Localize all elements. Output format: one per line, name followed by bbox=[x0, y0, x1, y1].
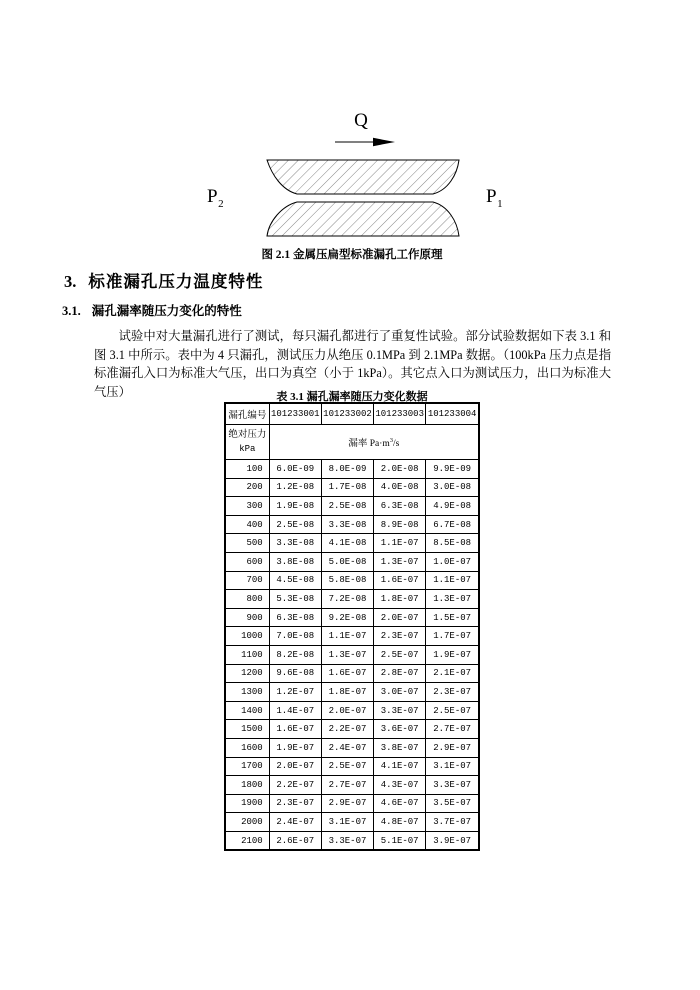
leak-value-cell: 1.9E-08 bbox=[269, 497, 321, 516]
table-row bbox=[225, 645, 479, 664]
table-row bbox=[225, 683, 479, 702]
section-number: 3. bbox=[64, 272, 77, 291]
table-row bbox=[225, 794, 479, 813]
leak-value-cell: 3.0E-07 bbox=[374, 683, 426, 702]
leak-value-cell: 1.6E-07 bbox=[374, 571, 426, 590]
leak-value-cell: 1.6E-07 bbox=[269, 720, 321, 739]
leak-value-cell: 8.9E-08 bbox=[374, 515, 426, 534]
leak-value-cell: 1.1E-07 bbox=[321, 627, 373, 646]
pressure-cell: 1300 bbox=[225, 683, 269, 702]
leak-value-cell: 2.5E-08 bbox=[269, 515, 321, 534]
pressure-cell: 1600 bbox=[225, 738, 269, 757]
serial-header-cell: 101233001 bbox=[269, 403, 321, 425]
leak-value-cell: 1.3E-07 bbox=[426, 590, 479, 609]
subsection-number: 3.1. bbox=[62, 304, 81, 318]
leak-value-cell: 5.1E-07 bbox=[374, 831, 426, 850]
leak-value-cell: 3.7E-07 bbox=[426, 813, 479, 832]
pressure-label-p2-base: P bbox=[207, 186, 219, 207]
table-row bbox=[225, 701, 479, 720]
leak-value-cell: 1.1E-07 bbox=[374, 534, 426, 553]
leak-value-cell: 6.7E-08 bbox=[426, 515, 479, 534]
leak-value-cell: 4.6E-07 bbox=[374, 794, 426, 813]
leak-value-cell: 4.1E-07 bbox=[374, 757, 426, 776]
pressure-label-p1-sub: 1 bbox=[497, 197, 504, 210]
leak-value-cell: 3.3E-08 bbox=[269, 534, 321, 553]
table-caption: 表 3.1 漏孔漏率随压力变化数据 bbox=[276, 391, 428, 403]
subsection-heading bbox=[62, 301, 242, 319]
leak-value-cell: 7.2E-08 bbox=[321, 590, 373, 609]
upper-jaw-shape bbox=[267, 160, 459, 194]
leak-value-cell: 4.8E-07 bbox=[374, 813, 426, 832]
table-row bbox=[225, 571, 479, 590]
table-row bbox=[225, 534, 479, 553]
pressure-cell: 1800 bbox=[225, 776, 269, 795]
body-paragraph: 试验中对大量漏孔进行了测试，每只漏孔都进行了重复性试验。部分试验数据如下表 3.1 和图 3.1 中所示。表中为 4 只漏孔，测试压力从绝压 0.1MPa 到 2.1MPa 数据。（100kPa 压力点是指标准漏孔入口为标准大气压，出口为真空（小于 1kPa）。其它点入口为测试压力，出口为标准大气压） bbox=[94, 329, 611, 399]
leak-value-cell: 3.5E-07 bbox=[426, 794, 479, 813]
leak-value-cell: 8.5E-08 bbox=[426, 534, 479, 553]
pressure-cell: 600 bbox=[225, 552, 269, 571]
pressure-cell: 1700 bbox=[225, 757, 269, 776]
pressure-cell: 2000 bbox=[225, 813, 269, 832]
leak-value-cell: 2.0E-07 bbox=[269, 757, 321, 776]
leak-value-cell: 1.7E-07 bbox=[426, 627, 479, 646]
leak-value-cell: 1.0E-07 bbox=[426, 552, 479, 571]
section-heading bbox=[64, 268, 263, 292]
leak-value-cell: 2.8E-07 bbox=[374, 664, 426, 683]
pressure-unit-header-cell bbox=[225, 425, 269, 460]
leak-value-cell: 3.9E-07 bbox=[426, 831, 479, 850]
table-row bbox=[225, 776, 479, 795]
serial-header-cell: 101233004 bbox=[426, 403, 479, 425]
leak-value-cell: 4.0E-08 bbox=[374, 478, 426, 497]
table-row bbox=[225, 757, 479, 776]
leak-value-cell: 3.3E-07 bbox=[321, 831, 373, 850]
serial-header-cell: 101233003 bbox=[374, 403, 426, 425]
leak-value-cell: 2.4E-07 bbox=[269, 813, 321, 832]
pressure-cell: 400 bbox=[225, 515, 269, 534]
leak-rate-unit-prefix: 漏率 Pa·m bbox=[348, 439, 390, 449]
leak-value-cell: 3.3E-08 bbox=[321, 515, 373, 534]
table-row bbox=[225, 515, 479, 534]
pressure-cell: 2100 bbox=[225, 831, 269, 850]
table-row bbox=[225, 720, 479, 739]
leak-value-cell: 2.0E-07 bbox=[374, 608, 426, 627]
leak-value-cell: 6.3E-08 bbox=[269, 608, 321, 627]
leak-value-cell: 2.4E-07 bbox=[321, 738, 373, 757]
leak-rate-unit-sup: 3 bbox=[389, 436, 393, 444]
leak-value-cell: 2.6E-07 bbox=[269, 831, 321, 850]
pressure-cell: 1900 bbox=[225, 794, 269, 813]
leak-value-cell: 1.1E-07 bbox=[426, 571, 479, 590]
leak-value-cell: 2.3E-07 bbox=[426, 683, 479, 702]
leak-value-cell: 2.2E-07 bbox=[269, 776, 321, 795]
leak-value-cell: 8.0E-09 bbox=[321, 460, 373, 479]
leak-value-cell: 7.0E-08 bbox=[269, 627, 321, 646]
table-row bbox=[225, 627, 479, 646]
leak-value-cell: 2.3E-07 bbox=[374, 627, 426, 646]
leak-value-cell: 1.3E-07 bbox=[374, 552, 426, 571]
leak-value-cell: 2.5E-07 bbox=[426, 701, 479, 720]
pressure-cell: 1200 bbox=[225, 664, 269, 683]
leak-value-cell: 9.6E-08 bbox=[269, 664, 321, 683]
table-header-row-units bbox=[225, 425, 479, 460]
leak-value-cell: 3.8E-08 bbox=[269, 552, 321, 571]
leak-value-cell: 1.8E-07 bbox=[374, 590, 426, 609]
corner-header-cell: 漏孔编号 bbox=[225, 403, 269, 425]
pressure-label-p2-sub: 2 bbox=[218, 197, 225, 210]
leak-value-cell: 3.3E-07 bbox=[426, 776, 479, 795]
section-title: 标准漏孔压力温度特性 bbox=[88, 272, 264, 291]
leak-value-cell: 5.8E-08 bbox=[321, 571, 373, 590]
leak-value-cell: 2.5E-08 bbox=[321, 497, 373, 516]
pressure-cell: 700 bbox=[225, 571, 269, 590]
leak-value-cell: 3.1E-07 bbox=[426, 757, 479, 776]
leak-value-cell: 1.8E-07 bbox=[321, 683, 373, 702]
pressure-label-p1-base: P bbox=[486, 186, 498, 207]
pressure-cell: 300 bbox=[225, 497, 269, 516]
table-row bbox=[225, 478, 479, 497]
leak-value-cell: 3.8E-07 bbox=[374, 738, 426, 757]
leak-value-cell: 1.4E-07 bbox=[269, 701, 321, 720]
leak-value-cell: 1.6E-07 bbox=[321, 664, 373, 683]
leak-value-cell: 1.5E-07 bbox=[426, 608, 479, 627]
table-row bbox=[225, 497, 479, 516]
table-header-row-serials bbox=[225, 403, 479, 425]
leak-table-body bbox=[225, 460, 479, 851]
table-row bbox=[225, 590, 479, 609]
leak-value-cell: 6.3E-08 bbox=[374, 497, 426, 516]
pressure-cell: 800 bbox=[225, 590, 269, 609]
leak-value-cell: 3.1E-07 bbox=[321, 813, 373, 832]
leak-value-cell: 5.0E-08 bbox=[321, 552, 373, 571]
leak-value-cell: 2.9E-07 bbox=[321, 794, 373, 813]
table-row bbox=[225, 664, 479, 683]
leak-value-cell: 3.6E-07 bbox=[374, 720, 426, 739]
table-row bbox=[225, 552, 479, 571]
leak-value-cell: 1.9E-07 bbox=[269, 738, 321, 757]
leak-value-cell: 2.3E-07 bbox=[269, 794, 321, 813]
pressure-cell: 1000 bbox=[225, 627, 269, 646]
pressure-cell: 200 bbox=[225, 478, 269, 497]
leak-value-cell: 2.7E-07 bbox=[321, 776, 373, 795]
leak-value-cell: 4.3E-07 bbox=[374, 776, 426, 795]
leak-value-cell: 5.3E-08 bbox=[269, 590, 321, 609]
subsection-title: 漏孔漏率随压力变化的特性 bbox=[91, 304, 242, 318]
leak-rate-table bbox=[224, 402, 480, 851]
leak-value-cell: 8.2E-08 bbox=[269, 645, 321, 664]
leak-value-cell: 3.3E-07 bbox=[374, 701, 426, 720]
leak-value-cell: 2.1E-07 bbox=[426, 664, 479, 683]
pressure-header-line2: kPa bbox=[239, 444, 256, 454]
leak-value-cell: 1.9E-07 bbox=[426, 645, 479, 664]
leak-value-cell: 2.7E-07 bbox=[426, 720, 479, 739]
table-row bbox=[225, 608, 479, 627]
table-row bbox=[225, 460, 479, 479]
serial-header-cell: 101233002 bbox=[321, 403, 373, 425]
leak-value-cell: 2.9E-07 bbox=[426, 738, 479, 757]
leak-value-cell: 2.5E-07 bbox=[374, 645, 426, 664]
leak-rate-unit-header-cell bbox=[269, 425, 479, 460]
lower-jaw-shape bbox=[267, 202, 459, 236]
pressure-header-line1: 绝对压力 bbox=[228, 430, 267, 440]
leak-value-cell: 4.1E-08 bbox=[321, 534, 373, 553]
flow-arrow bbox=[335, 138, 395, 146]
pressure-label-p1 bbox=[486, 186, 503, 210]
leak-value-cell: 6.0E-09 bbox=[269, 460, 321, 479]
table-row bbox=[225, 831, 479, 850]
leak-value-cell: 2.0E-08 bbox=[374, 460, 426, 479]
leak-principle-diagram bbox=[185, 95, 515, 245]
leak-value-cell: 4.9E-08 bbox=[426, 497, 479, 516]
pressure-cell: 500 bbox=[225, 534, 269, 553]
leak-value-cell: 1.2E-07 bbox=[269, 683, 321, 702]
leak-value-cell: 9.9E-09 bbox=[426, 460, 479, 479]
pressure-cell: 100 bbox=[225, 460, 269, 479]
pressure-cell: 1100 bbox=[225, 645, 269, 664]
table-row bbox=[225, 738, 479, 757]
leak-rate-unit-suffix: /s bbox=[393, 439, 400, 449]
leak-value-cell: 4.5E-08 bbox=[269, 571, 321, 590]
pressure-cell: 900 bbox=[225, 608, 269, 627]
table-row bbox=[225, 813, 479, 832]
leak-value-cell: 2.0E-07 bbox=[321, 701, 373, 720]
leak-value-cell: 9.2E-08 bbox=[321, 608, 373, 627]
pressure-cell: 1400 bbox=[225, 701, 269, 720]
leak-value-cell: 2.2E-07 bbox=[321, 720, 373, 739]
pressure-cell: 1500 bbox=[225, 720, 269, 739]
leak-value-cell: 1.3E-07 bbox=[321, 645, 373, 664]
leak-value-cell: 2.5E-07 bbox=[321, 757, 373, 776]
figure-caption: 图 2.1 金属压扁型标准漏孔工作原理 bbox=[261, 249, 443, 261]
leak-value-cell: 1.7E-08 bbox=[321, 478, 373, 497]
leak-value-cell: 3.0E-08 bbox=[426, 478, 479, 497]
pressure-label-p2 bbox=[207, 186, 224, 210]
leak-value-cell: 1.2E-08 bbox=[269, 478, 321, 497]
flow-quantity-label: Q bbox=[354, 110, 368, 131]
